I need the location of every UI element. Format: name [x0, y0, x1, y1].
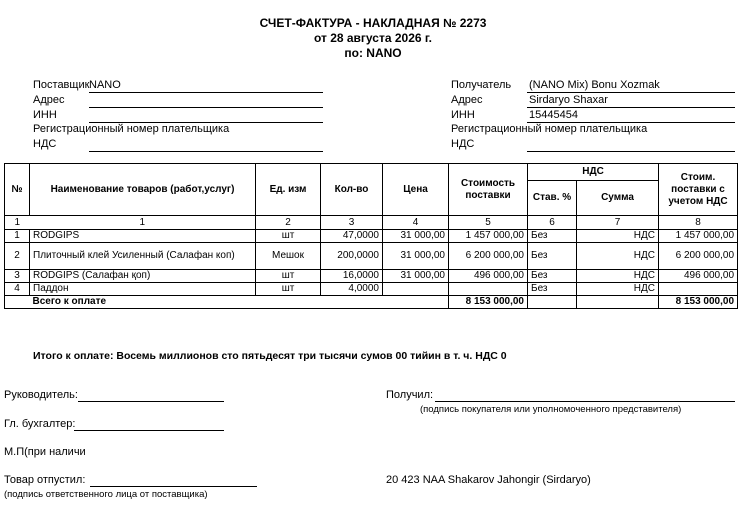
supplier-inn-label: ИНН [33, 109, 57, 121]
row-cost [449, 283, 528, 296]
row-qty: 200,0000 [321, 243, 383, 270]
row-vat-sum: НДС [577, 230, 659, 243]
row-name: Паддон [30, 283, 256, 296]
released-label: Товар отпустил: [4, 474, 86, 486]
row-qty: 16,0000 [321, 270, 383, 283]
row-price: 31 000,00 [383, 270, 449, 283]
row-cost: 1 457 000,00 [449, 230, 528, 243]
table-row [5, 270, 738, 283]
row-total: 6 200 000,00 [659, 243, 738, 270]
accountant-label: Гл. бухгалтер: [4, 418, 76, 430]
column-number: 8 [659, 216, 738, 230]
received-signature-line [435, 401, 735, 402]
column-number: 1 [5, 216, 30, 230]
received-label: Получил: [386, 389, 434, 401]
header-vat: НДС [528, 164, 659, 181]
row-no: 1 [5, 230, 30, 243]
released-signature-line [90, 486, 257, 487]
total-vat-sum [577, 296, 659, 309]
row-total: 1 457 000,00 [659, 230, 738, 243]
row-vat-rate: Без [528, 243, 577, 270]
document-title: СЧЕТ-ФАКТУРА - НАКЛАДНАЯ № 2273 [259, 16, 487, 30]
row-unit: Мешок [256, 243, 321, 270]
header-unit: Ед. изм [256, 164, 321, 216]
total-vat-rate [528, 296, 577, 309]
row-qty: 47,0000 [321, 230, 383, 243]
row-cost: 496 000,00 [449, 270, 528, 283]
header-total: Стоим. поставки с учетом НДС [659, 164, 738, 216]
row-name: RODGIPS [30, 230, 256, 243]
row-price: 31 000,00 [383, 230, 449, 243]
row-no: 2 [5, 243, 30, 270]
director-signature-line [78, 401, 224, 402]
accountant-signature-line [74, 430, 224, 431]
column-numbers-row [5, 216, 738, 230]
supplier-address-label: Адрес [33, 94, 65, 106]
supplier-label: Поставщик [33, 79, 90, 91]
document-basis: по: NANO [344, 46, 402, 60]
row-unit: шт [256, 283, 321, 296]
row-no: 3 [5, 270, 30, 283]
recipient-address-value: Sirdaryo Shaxar [529, 94, 608, 106]
document-date: от 28 августа 2026 г. [313, 31, 433, 45]
total-in-words: Итого к оплате: Восемь миллионов сто пятьдесят три тысячи сумов 00 тийин в т. ч. НДС 0 [33, 350, 507, 362]
row-vat-rate: Без [528, 283, 577, 296]
recipient-inn-value: 15445454 [529, 109, 578, 121]
row-total: 496 000,00 [659, 270, 738, 283]
row-name: RODGIPS (Салафан қоп) [30, 270, 256, 283]
supplier-line [89, 92, 323, 93]
row-name: Плиточный клей Усиленный (Салафан коп) [30, 243, 256, 270]
supplier-address-line [89, 107, 323, 108]
total-row-spacer [5, 296, 30, 309]
row-total [659, 283, 738, 296]
supplier-vat-line [89, 151, 323, 152]
recipient-address-label: Адрес [451, 94, 483, 106]
row-price: 31 000,00 [383, 243, 449, 270]
stamp-label: М.П(при наличи [4, 446, 86, 458]
header-no: № [5, 164, 30, 216]
recipient-vat-label: НДС [451, 138, 475, 150]
recipient-vat-line [527, 151, 735, 152]
header-cost: Стоимость поставки [449, 164, 528, 216]
agent-code-line: 20 423 NAA Shakarov Jahongir (Sirdaryo) [386, 474, 591, 486]
row-cost: 6 200 000,00 [449, 243, 528, 270]
recipient-label: Получатель [451, 79, 512, 91]
recipient-value: (NANO Mix) Bonu Xozmak [529, 79, 660, 91]
column-number: 1 [30, 216, 256, 230]
row-no: 4 [5, 283, 30, 296]
row-vat-sum: НДС [577, 243, 659, 270]
column-number: 7 [577, 216, 659, 230]
total-row [5, 296, 738, 309]
invoice-table [4, 163, 738, 309]
column-number: 4 [383, 216, 449, 230]
total-label: Всего к оплате [30, 296, 449, 309]
table-row [5, 243, 738, 270]
row-unit: шт [256, 270, 321, 283]
table-row [5, 283, 738, 296]
column-number: 6 [528, 216, 577, 230]
recipient-reg-label: Регистрационный номер плательщика [451, 123, 648, 135]
table-row [5, 230, 738, 243]
total-sum: 8 153 000,00 [659, 296, 738, 309]
column-number: 5 [449, 216, 528, 230]
column-number: 3 [321, 216, 383, 230]
header-name: Наименование товаров (работ,услуг) [30, 164, 256, 216]
recipient-line [527, 92, 735, 93]
released-note: (подпись ответственного лица от поставщика) [4, 489, 208, 500]
supplier-vat-label: НДС [33, 138, 57, 150]
director-label: Руководитель: [4, 389, 78, 401]
row-vat-rate: Без [528, 230, 577, 243]
row-unit: шт [256, 230, 321, 243]
header-qty: Кол-во [321, 164, 383, 216]
header-vat-rate: Став. % [528, 181, 577, 216]
row-price [383, 283, 449, 296]
column-number: 2 [256, 216, 321, 230]
total-cost: 8 153 000,00 [449, 296, 528, 309]
received-note: (подпись покупателя или уполномоченного представителя) [420, 404, 682, 415]
supplier-value: NANO [89, 79, 121, 91]
header-price: Цена [383, 164, 449, 216]
header-vat-sum: Сумма [577, 181, 659, 216]
recipient-address-line [527, 107, 735, 108]
row-vat-sum: НДС [577, 283, 659, 296]
supplier-reg-label: Регистрационный номер плательщика [33, 123, 230, 135]
recipient-inn-label: ИНН [451, 109, 475, 121]
row-vat-sum: НДС [577, 270, 659, 283]
row-vat-rate: Без [528, 270, 577, 283]
row-qty: 4,0000 [321, 283, 383, 296]
